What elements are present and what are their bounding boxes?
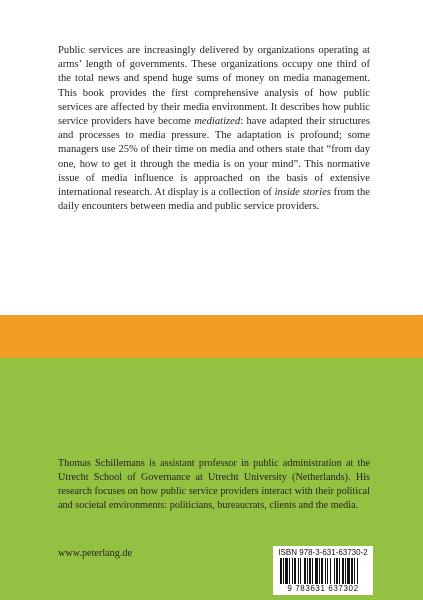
barcode-bar <box>312 558 313 584</box>
barcode-bar <box>280 558 282 584</box>
barcode-bar <box>351 558 353 584</box>
barcode-bar <box>283 558 284 584</box>
description-text-part-3: from the daily encounters between media and public service providers. <box>58 187 370 213</box>
barcode-bar <box>289 558 290 584</box>
barcode-bar <box>304 558 306 584</box>
barcode-bars <box>280 558 366 584</box>
description-emphasis-mediatized: mediatized <box>194 116 241 128</box>
barcode-bar <box>336 558 338 584</box>
barcode-bar <box>327 558 328 584</box>
barcode-bar <box>315 558 318 584</box>
barcode-bar <box>325 558 326 584</box>
barcode-bar <box>354 558 355 584</box>
barcode-bar <box>319 558 320 584</box>
barcode-bar <box>334 558 335 584</box>
barcode-bar <box>298 558 299 584</box>
barcode-bar <box>309 558 311 584</box>
publisher-website: www.peterlang.de <box>58 548 133 559</box>
book-description <box>58 44 370 214</box>
barcode-bar <box>285 558 288 584</box>
barcode-bar <box>345 558 346 584</box>
barcode-bar <box>307 558 308 584</box>
barcode-bar <box>347 558 350 584</box>
description-text-part-2: : have adapted their structures and processes to media pressure. The adaptation is profound; some managers use 25% of their time on media and others state that “from day one, how to get it through the media is on your mind”. This normative issue of media influence is approached on the basis of extensive international research. At display is a collection of <box>58 116 370 199</box>
barcode-bar <box>330 558 331 584</box>
barcode-bar <box>339 558 340 584</box>
author-biography: Thomas Schillemans is assistant professor in public administration at the Utrecht School of Governance at Utrecht University (Netherlands). His research focuses on how public service providers interact with their political and societal environments: politicians, bureaucrats, clients and the media. <box>58 458 370 511</box>
barcode-bar <box>357 558 358 584</box>
barcode-bar <box>294 558 296 584</box>
isbn-number: ISBN 978-3-631-63730-2 <box>278 548 368 557</box>
description-text-part-1: Public services are increasingly delivered by organizations operating at arms’ length of governments. These organizations occupy one third of the total news and spend huge sums of money on media management. This book provides the first comprehensive analysis of how public services are affected by their media environment. It describes how public service providers have become <box>58 45 370 128</box>
barcode-bar <box>342 558 344 584</box>
barcode-digits: 9 783631 637302 <box>287 584 359 593</box>
barcode-bar <box>321 558 323 584</box>
orange-band <box>0 315 423 358</box>
isbn-barcode <box>273 546 373 595</box>
barcode-bar <box>292 558 293 584</box>
description-emphasis-inside-stories: inside stories <box>274 187 331 199</box>
barcode-bar <box>300 558 301 584</box>
